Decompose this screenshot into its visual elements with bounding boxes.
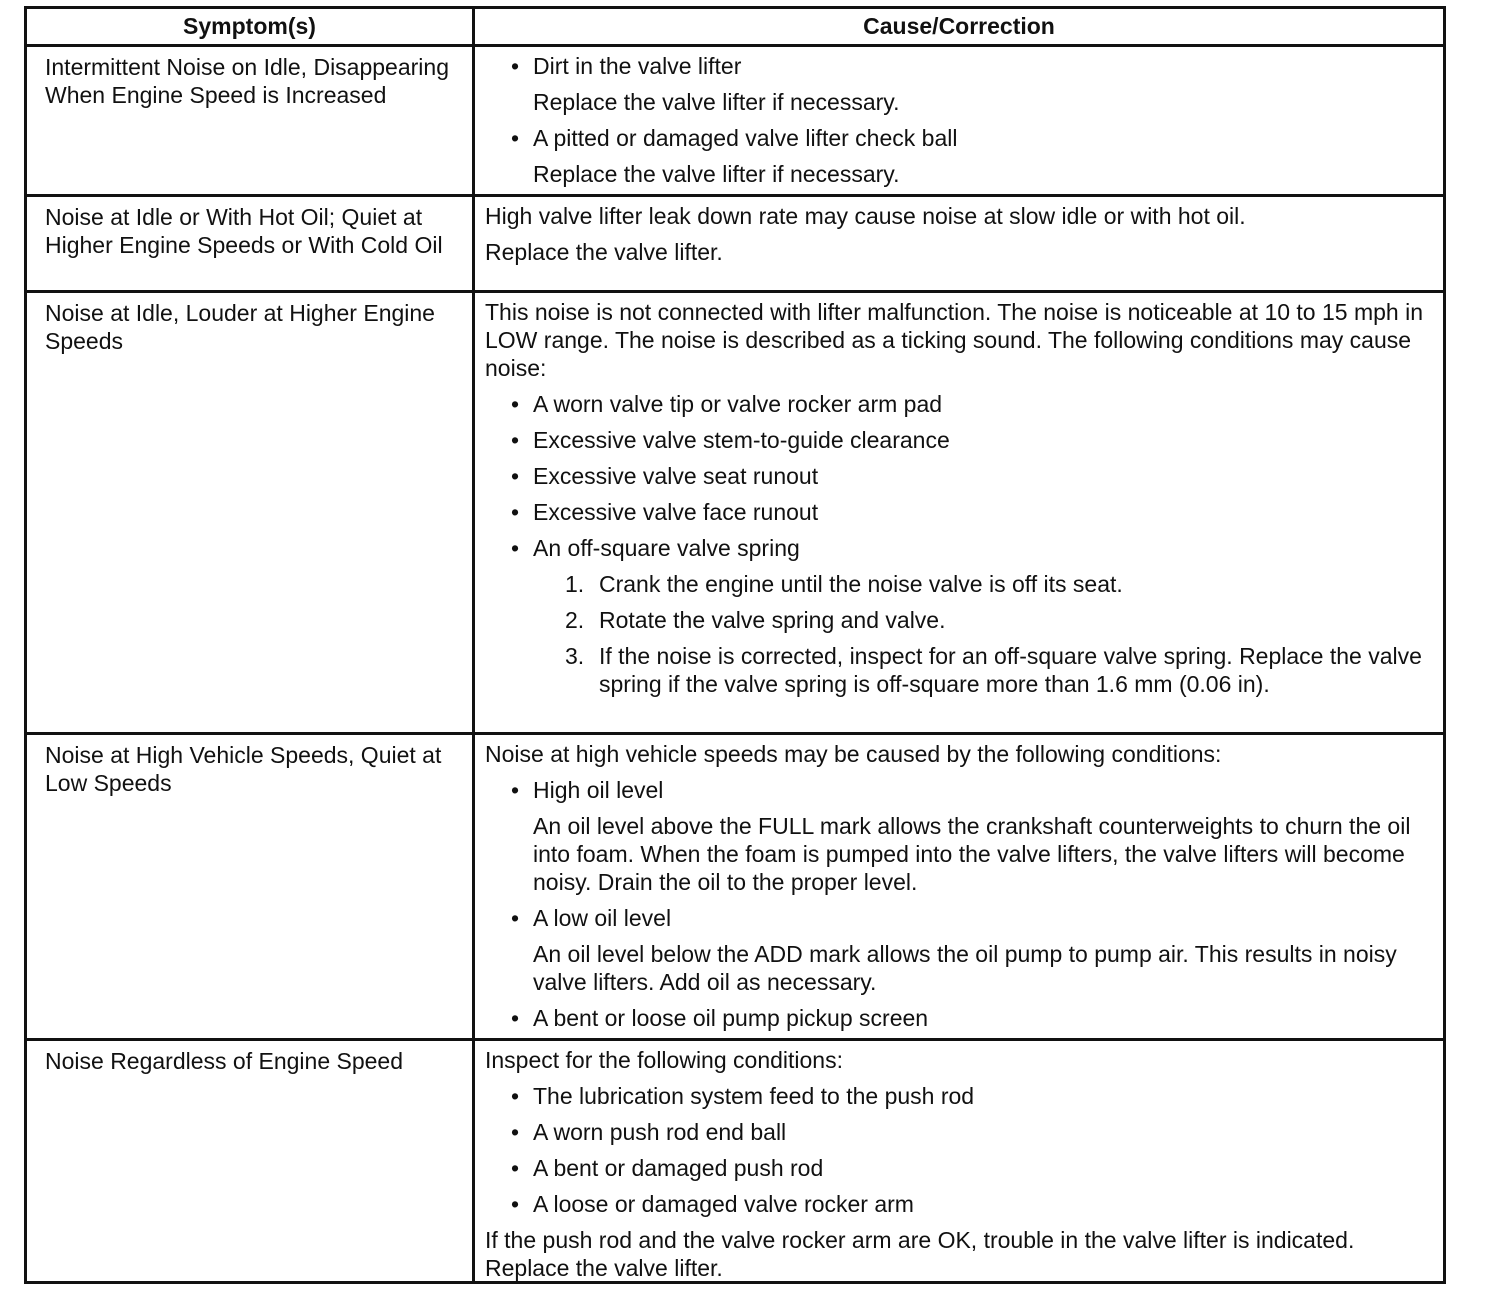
- bullet-item: • A loose or damaged valve rocker arm: [485, 1190, 1435, 1218]
- bullet-item: • Dirt in the valve lifter: [485, 52, 1435, 80]
- bullet-item: • Excessive valve seat runout: [485, 462, 1435, 490]
- bullet-item: • The lubrication system feed to the push rod: [485, 1082, 1435, 1110]
- bullet-item: • An off-square valve spring: [485, 534, 1435, 562]
- numbered-step: [485, 570, 1435, 598]
- outro-text: If the push rod and the valve rocker arm are OK, trouble in the valve lifter is indicated. Replace the valve lifter.: [485, 1227, 1355, 1281]
- bullet-item: • A worn valve tip or valve rocker arm pad: [485, 390, 1435, 418]
- correction-text: Replace the valve lifter.: [485, 239, 723, 265]
- table-row: [27, 197, 1443, 293]
- bullet-item: • High oil level: [485, 776, 1435, 804]
- cause-cell: [475, 735, 1443, 1038]
- intro-text: Noise at high vehicle speeds may be caused by the following conditions:: [485, 741, 1222, 767]
- table-row: [27, 293, 1443, 735]
- table-header: [27, 9, 1443, 47]
- intro-text: This noise is not connected with lifter malfunction. The noise is noticeable at 10 to 15 mph in LOW range. The noise is described as a ticking sound. The following conditions may cause noise:: [485, 299, 1423, 381]
- cause-cell: [475, 47, 1443, 194]
- step-text: If the noise is corrected, inspect for an off-square valve spring. Replace the valve spring if the valve spring is off-square more than 1.6 mm (0.06 in).: [599, 643, 1422, 697]
- step-text: Crank the engine until the noise valve is off its seat.: [599, 571, 1123, 597]
- header-symptoms: Symptom(s): [27, 9, 475, 44]
- bullet-item: • A worn push rod end ball: [485, 1118, 1435, 1146]
- symptom-cell: Noise Regardless of Engine Speed: [27, 1041, 475, 1281]
- bullet-item: • Excessive valve stem-to-guide clearance: [485, 426, 1435, 454]
- symptom-cell: Noise at Idle, Louder at Higher Engine Speeds: [27, 293, 475, 732]
- cause-cell: [475, 293, 1443, 732]
- header-cause-correction: Cause/Correction: [863, 13, 1055, 39]
- cause-cell: [475, 197, 1443, 290]
- step-number: 1.: [565, 571, 585, 597]
- bullet-item: • A low oil level: [485, 904, 1435, 932]
- bullet-item: • A pitted or damaged valve lifter check ball: [485, 124, 1435, 152]
- symptom-cell: Noise at High Vehicle Speeds, Quiet at Low Speeds: [27, 735, 475, 1038]
- table-row: [27, 735, 1443, 1041]
- bullet-item: • A bent or damaged push rod: [485, 1154, 1435, 1182]
- bullet-note: Replace the valve lifter if necessary.: [533, 161, 900, 187]
- numbered-step: [485, 642, 1435, 698]
- bullet-note: An oil level below the ADD mark allows the oil pump to pump air. This results in noisy valve lifters. Add oil as necessary.: [533, 941, 1397, 995]
- step-number: 2.: [565, 607, 585, 633]
- numbered-step: [485, 606, 1435, 634]
- diagnosis-table: [24, 6, 1446, 1284]
- table-row: [27, 1041, 1443, 1281]
- table-row: [27, 47, 1443, 197]
- cause-text: High valve lifter leak down rate may cause noise at slow idle or with hot oil.: [485, 203, 1246, 229]
- symptom-cell: Intermittent Noise on Idle, Disappearing When Engine Speed is Increased: [27, 47, 475, 194]
- step-number: 3.: [565, 643, 585, 669]
- bullet-item: • A bent or loose oil pump pickup screen: [485, 1004, 1435, 1032]
- bullet-note: Replace the valve lifter if necessary.: [533, 89, 900, 115]
- bullet-item: • Excessive valve face runout: [485, 498, 1435, 526]
- intro-text: Inspect for the following conditions:: [485, 1047, 843, 1073]
- step-text: Rotate the valve spring and valve.: [599, 607, 946, 633]
- bullet-note: An oil level above the FULL mark allows the crankshaft counterweights to churn the oil into foam. When the foam is pumped into the valve lifters, the valve lifters will become noisy. Drain the oil to the proper level.: [533, 813, 1411, 895]
- symptom-cell: Noise at Idle or With Hot Oil; Quiet at Higher Engine Speeds or With Cold Oil: [27, 197, 475, 290]
- cause-cell: [475, 1041, 1443, 1281]
